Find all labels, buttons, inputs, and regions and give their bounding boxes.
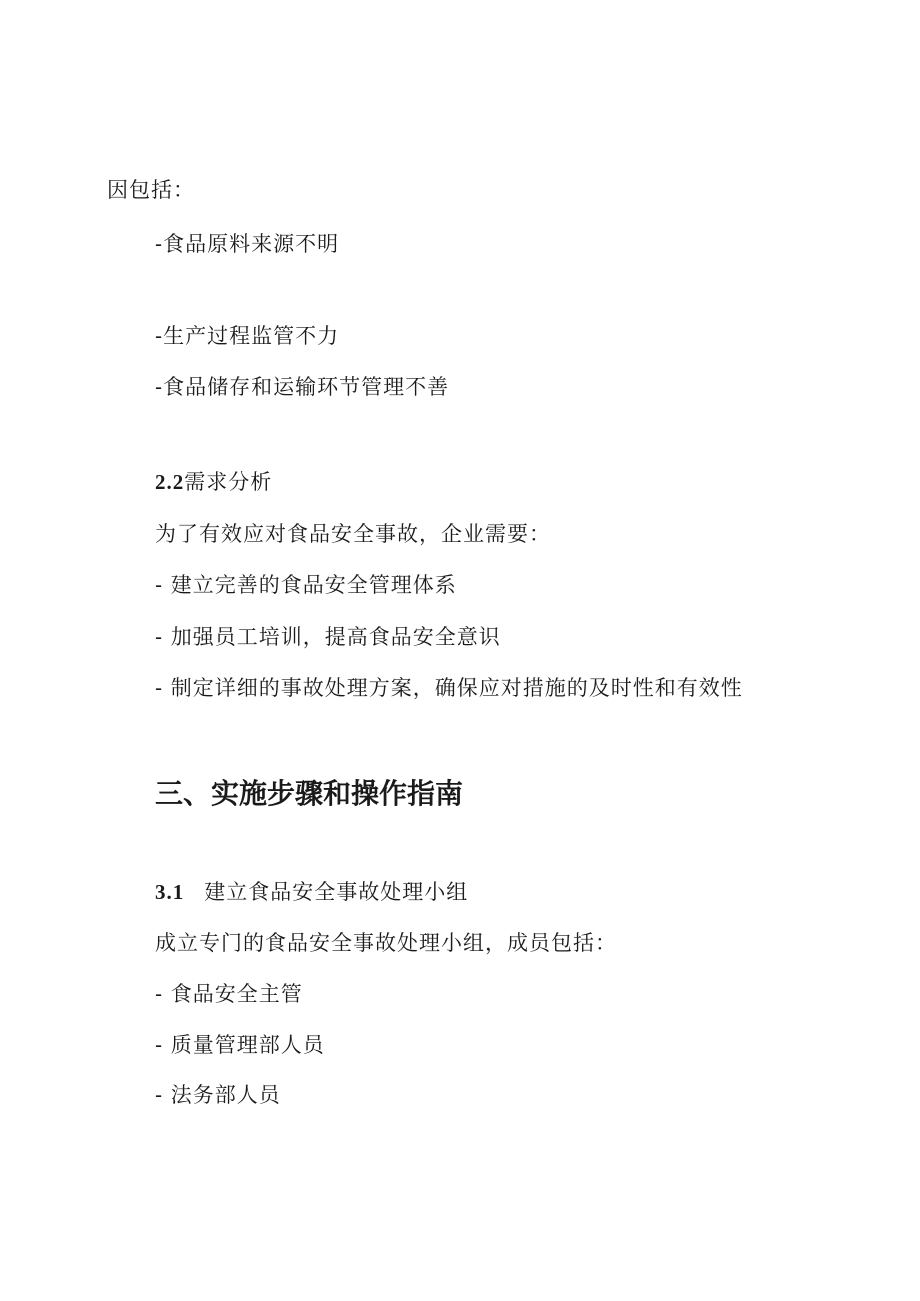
chapter-heading: 三、实施步骤和操作指南	[155, 777, 464, 810]
section-number: 2.2	[155, 470, 185, 494]
list-item: -生产过程监管不力	[155, 324, 340, 348]
list-item: - 食品安全主管	[155, 982, 303, 1006]
list-item: - 质量管理部人员	[155, 1033, 325, 1057]
list-item: -食品储存和运输环节管理不善	[155, 375, 450, 399]
section-heading-3-1	[155, 882, 468, 903]
list-item: -食品原料来源不明	[155, 232, 340, 256]
list-item: - 建立完善的食品安全管理体系	[155, 573, 457, 597]
paragraph-intro: 为了有效应对食品安全事故，企业需要：	[155, 522, 551, 546]
section-heading-2-2	[155, 472, 272, 493]
paragraph-intro: 因包括：	[107, 178, 195, 202]
paragraph-intro: 成立专门的食品安全事故处理小组，成员包括：	[155, 931, 617, 955]
section-title: 需求分析	[184, 470, 273, 494]
list-item: - 加强员工培训，提高食品安全意识	[155, 625, 501, 649]
section-number: 3.1	[155, 880, 185, 904]
list-item: - 法务部人员	[155, 1083, 281, 1107]
section-title: 建立食品安全事故处理小组	[204, 880, 469, 904]
list-item: - 制定详细的事故处理方案，确保应对措施的及时性和有效性	[155, 676, 743, 700]
